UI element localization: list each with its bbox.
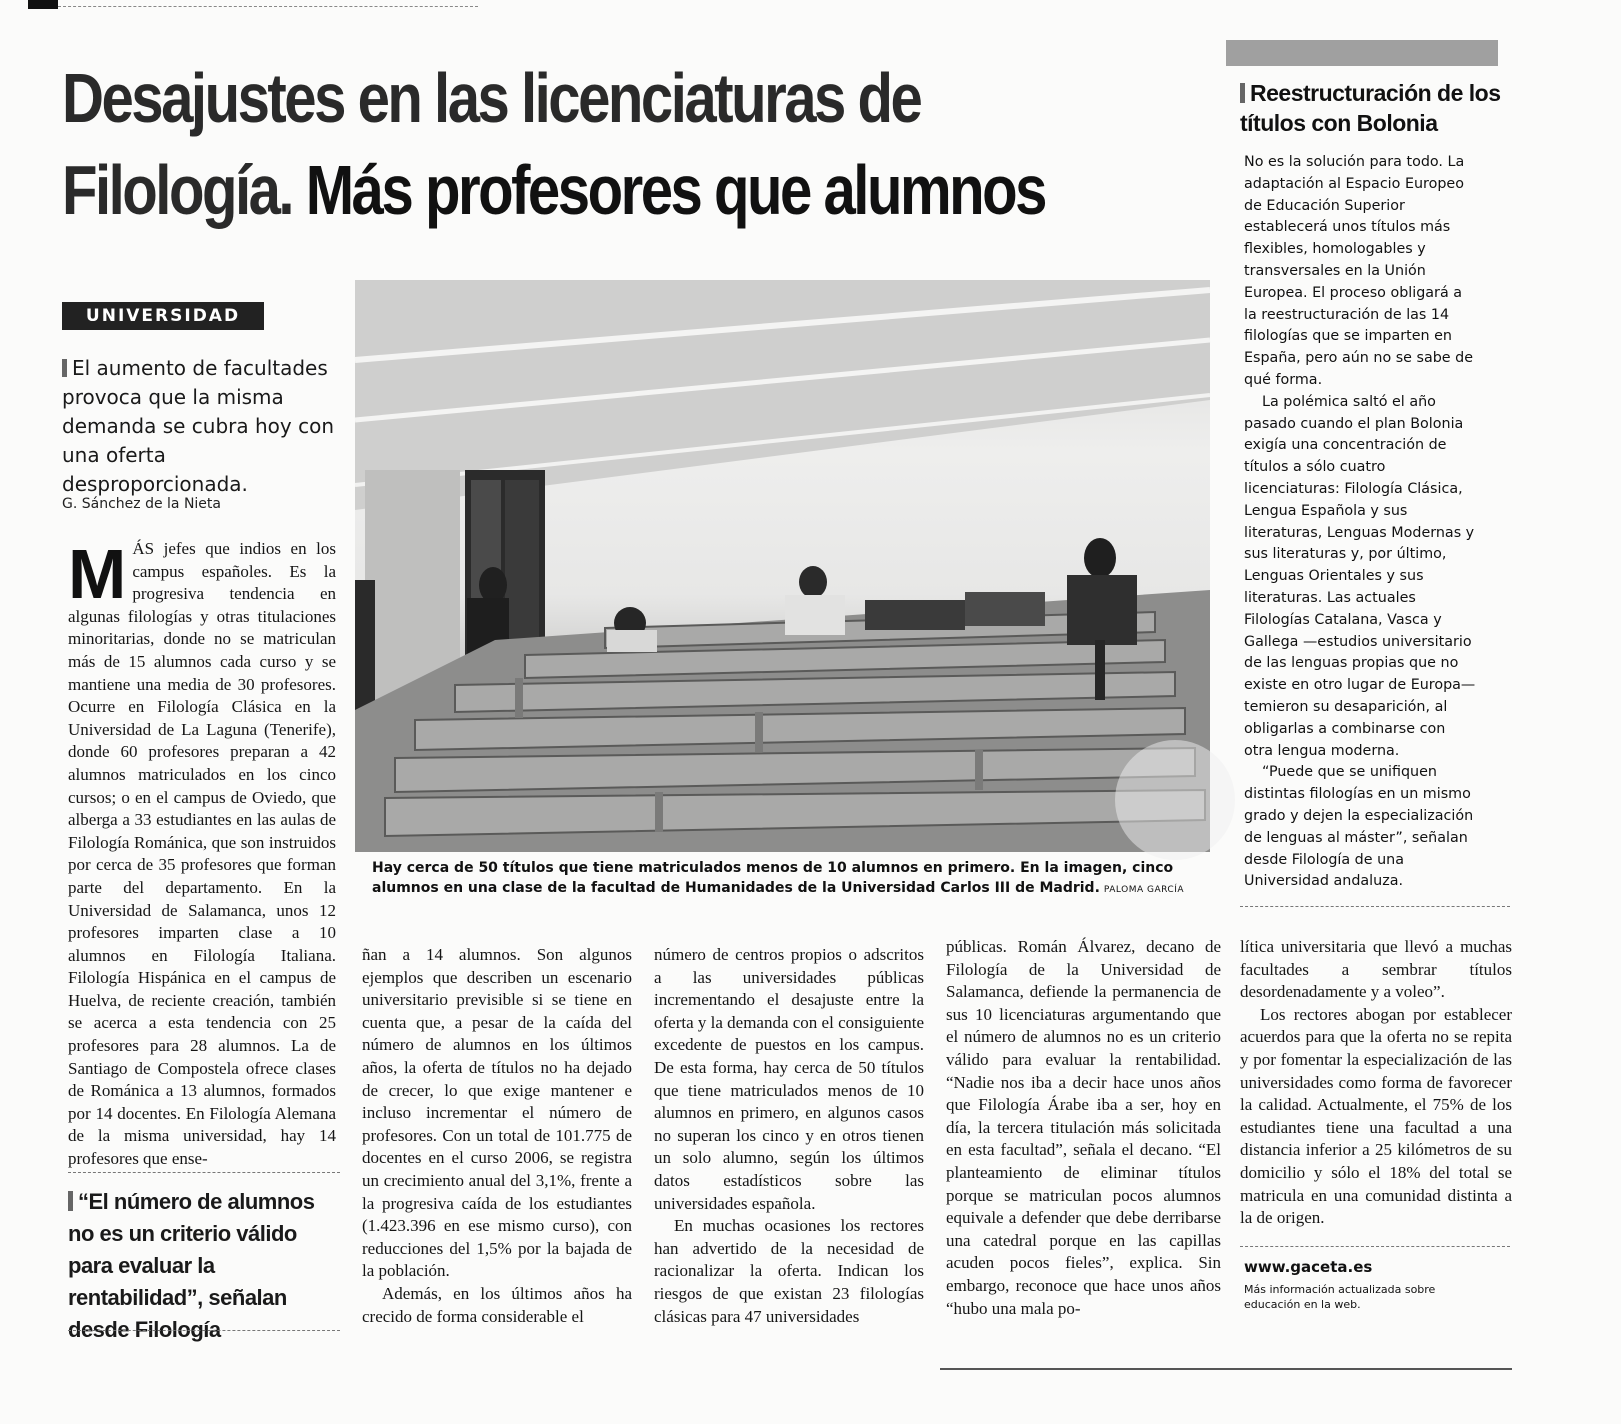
classroom-photo-illustration	[355, 280, 1210, 852]
classroom-photo	[355, 280, 1210, 852]
website-link[interactable]: www.gaceta.es	[1244, 1258, 1373, 1276]
article-column-4	[946, 936, 1221, 1329]
headline-lead: Filología.	[62, 151, 293, 229]
pull-quote-text: “El número de alumnos no es un criterio válido para evaluar la rentabilidad”, señalan desde Filología	[68, 1189, 315, 1342]
sidebar-title	[1240, 78, 1502, 138]
byline: G. Sánchez de la Nieta	[62, 496, 221, 512]
article-column-1	[68, 535, 336, 1169]
article-paragraph: públicas. Román Álvarez, decano de Filología de la Universidad de Salamanca, defiende la permanencia de sus 10 licenciaturas argumentando que el número de alumnos no es un criterio válido para evaluar la rentabilidad. “Nadie nos iba a decir hace unos años que Filología Árabe iba a ser, hoy en día, la tercera titulación más solicitada en esta facultad”, señala el decano. “El planteamiento de eliminar títulos porque se matriculan pocos alumnos equivale a defender que debe derribarse una catedral porque en las capillas acuden pocos fieles”, explica. Sin embargo, reconoce que hace unos años “hubo una mala po-	[946, 937, 1221, 1318]
website-note: Más información actualizada sobre educación en la web.	[1244, 1283, 1436, 1311]
pull-quote-top-rule	[68, 1172, 340, 1173]
article-paragraph: lítica universitaria que llevó a muchas facultades a sembrar títulos desordenadamente y a voleo”.	[1240, 937, 1512, 1002]
pull-quote-marker-icon	[68, 1191, 73, 1211]
article-text: ÁS jefes que indios en los campus españoles. Es la progresiva tendencia en algunas filologías y otras titulaciones minoritarias, donde no se matriculan más de 15 alumnos cada curso y se mantiene una media de 30 profesores. Ocurre en Filología Clásica en la Universidad de La Laguna (Tenerife), donde 60 profesores preparan a 42 alumnos matriculados en los cinco cursos; o en el campus de Oviedo, que alberga a 33 estudiantes en las aulas de Filología Románica, que son instruidos por cerca de 35 profesores que forman parte del departamento. En la Universidad de Salamanca, unos 12 profesores imparten clase a 10 alumnos en Filología Italiana. Filología Hispánica en el campus de Huelva, de reciente creación, también se acerca a esta tendencia con 25 profesores para 28 alumnos. La de Santiago de Compostela ofrece clases de Románica a 13 alumnos, formados por 14 docentes. En Filología Alemana de la misma universidad, hay 14 profesores que ense-	[68, 539, 336, 1169]
article-paragraph: Además, en los últimos años ha crecido de forma considerable el	[362, 1283, 632, 1326]
sidebar-title-text: Reestructuración de los títulos con Bolonia	[1240, 80, 1501, 136]
article-column-2	[362, 944, 632, 1329]
headline-kicker: Más profesores que alumnos	[305, 151, 1045, 229]
sidebar-marker-icon	[1240, 83, 1245, 103]
sidebar-body	[1244, 152, 1476, 893]
pull-quote	[68, 1186, 340, 1346]
page-bottom-rule	[940, 1368, 1512, 1370]
section-tag: UNIVERSIDAD	[62, 302, 264, 330]
drop-cap: M	[68, 535, 127, 613]
sidebar-paragraph: No es la solución para todo. La adaptación al Espacio Europeo de Educación Superior establecerá unos títulos más flexibles, homologables y transversales en la Unión Europea. El proceso obligará a la reestructuración de las 14 filologías que se imparten en España, pero aún no se sabe de qué forma.	[1244, 154, 1474, 388]
dek-marker-icon	[62, 359, 67, 377]
article-paragraph: ñan a 14 alumnos. Son algunos ejemplos que describen un escenario universitario previsible si se tiene en cuenta que, a pesar de la caída del número de alumnos en los últimos años, la oferta de títulos no ha dejado de crecer, lo que exige mantener e incluso incrementar el número de profesores. Con un total de 101.775 de docentes en el curso 2006, se registra un crecimiento anual del 3,1%, frente a la progresiva caída de los estudiantes (1.423.396 en ese mismo curso), con reducciones del 1,5% por la bajada de la población.	[362, 945, 632, 1281]
top-rule-line	[58, 6, 478, 7]
article-column-5	[1240, 936, 1512, 1236]
sidebar-bottom-rule	[1240, 906, 1510, 907]
web-box-rule	[1240, 1246, 1510, 1247]
top-rule-block	[28, 0, 58, 9]
headline	[62, 52, 1058, 236]
sidebar-paragraph: “Puede que se unifiquen distintas filologías en un mismo grado y dejen la especialización de lenguas al máster”, señalan desde Filología de una Universidad andaluza.	[1244, 764, 1474, 890]
article-paragraph: Los rectores abogan por establecer acuerdos para que la oferta no se repita y por fomentar la especialización de las universidades como forma de favorecer la calidad. Actualmente, el 75% de los estudiantes tiene una facultad a una distancia inferior a 25 kilómetros de su domicilio y sólo el 18% del total se matricula en una comunidad distinta a la de origen.	[1240, 1004, 1512, 1228]
pull-quote-bottom-rule	[68, 1330, 340, 1331]
sidebar-paragraph: La polémica saltó el año pasado cuando el plan Bolonia exigía una concentración de títulos a sólo cuatro licenciaturas: Filología Clásica, Lengua Española y sus literaturas, Lenguas Modernas y sus literaturas y, por último, Lenguas Orientales y sus literaturas. Las actuales Filologías Catalana, Vasca y Gallega —estudios universitario de las lenguas propias que no existe en otro lugar de Europa— temieron su desaparición, al obligarlas a combinarse con otra lengua moderna.	[1244, 393, 1476, 759]
sidebar-header-bar	[1226, 40, 1498, 66]
photo-caption	[372, 858, 1222, 900]
dek-text: El aumento de facultades provoca que la misma demanda se cubra hoy con una oferta desproporcionada.	[62, 356, 335, 496]
article-column-3	[654, 944, 924, 1329]
photo-caption-text: Hay cerca de 50 títulos que tiene matriculados menos de 10 alumnos en primero. En la imagen, cinco alumnos en una clase de la facultad de Humanidades de la Universidad Carlos III de Madrid.	[372, 860, 1174, 896]
article-paragraph: número de centros propios o adscritos a las universidades públicas incrementando el desajuste entre la oferta y la demanda con el consiguiente excedente de puestos en los campus. De esta forma, hay cerca de 50 títulos que tiene matriculados menos de 10 alumnos en primero, en algunos casos no superan los cinco y en otros tienen un solo alumno, según los últimos datos estadísticos sobre las universidades española.	[654, 945, 924, 1213]
article-paragraph: En muchas ocasiones los rectores han advertido de la necesidad de racionalizar la oferta. Indican los riesgos de que existan 23 filologías clásicas para 47 universidades	[654, 1216, 924, 1326]
article-paragraph	[68, 535, 336, 1171]
photo-credit: PALOMA GARCÍA	[1103, 885, 1185, 895]
dek	[62, 354, 342, 499]
headline-line-2	[62, 144, 1058, 236]
headline-line-1: Desajustes en las licenciaturas de	[62, 59, 921, 137]
